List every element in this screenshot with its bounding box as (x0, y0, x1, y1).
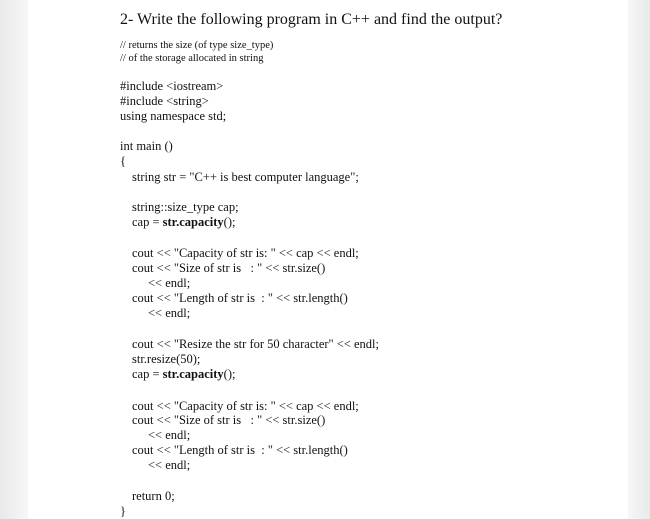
code-include-string: #include <string> (120, 94, 209, 108)
code-cout-size-1: cout << "Size of str is : " << str.size() (132, 261, 326, 275)
code-cap-assign-1-suffix: (); (223, 215, 236, 229)
code-open-brace: { (120, 154, 126, 168)
code-cout-resize: cout << "Resize the str for 50 character" << endl; (132, 337, 379, 351)
page-left-margin (0, 0, 28, 519)
code-cout-length-2: cout << "Length of str is : " << str.length() (132, 443, 348, 457)
code-cout-size-1-endl: << endl; (148, 276, 191, 290)
page-right-margin (628, 0, 650, 519)
code-string-declaration: string str = "C++ is best computer language"; (132, 170, 359, 184)
code-resize-call: str.resize(50); (132, 352, 201, 366)
code-return-statement: return 0; (132, 489, 175, 503)
code-cout-length-1: cout << "Length of str is : " << str.length() (132, 291, 348, 305)
code-cap-assign-1-prefix: cap = (132, 215, 163, 229)
code-cap-assign-2-call: str.capacity (162, 367, 224, 381)
code-cout-size-2: cout << "Size of str is : " << str.size() (132, 413, 326, 427)
code-comment-2: // of the storage allocated in string (120, 53, 264, 64)
code-include-iostream: #include <iostream> (120, 79, 224, 93)
code-comment-1: // returns the size (of type size_type) (120, 40, 274, 51)
code-cout-capacity-2: cout << "Capacity of str is: " << cap << endl; (132, 399, 359, 413)
code-close-brace: } (120, 504, 126, 518)
code-capacity-assign-2 (132, 368, 235, 381)
code-main-declaration: int main () (120, 139, 173, 153)
question-title: 2- Write the following program in C++ and find the output? (120, 11, 503, 28)
document-page (28, 0, 628, 519)
code-capacity-type-declaration: string::size_type cap; (132, 200, 239, 214)
code-cap-assign-2-prefix: cap = (132, 367, 163, 381)
code-capacity-assign-1 (132, 216, 235, 229)
code-cout-size-2-endl: << endl; (148, 428, 191, 442)
code-cout-length-1-endl: << endl; (148, 306, 191, 320)
code-cap-assign-2-suffix: (); (223, 367, 236, 381)
code-cout-length-2-endl: << endl; (148, 458, 191, 472)
code-cap-assign-1-call: str.capacity (162, 215, 224, 229)
code-cout-capacity-1: cout << "Capacity of str is: " << cap << endl; (132, 246, 359, 260)
code-using-namespace: using namespace std; (120, 109, 227, 123)
